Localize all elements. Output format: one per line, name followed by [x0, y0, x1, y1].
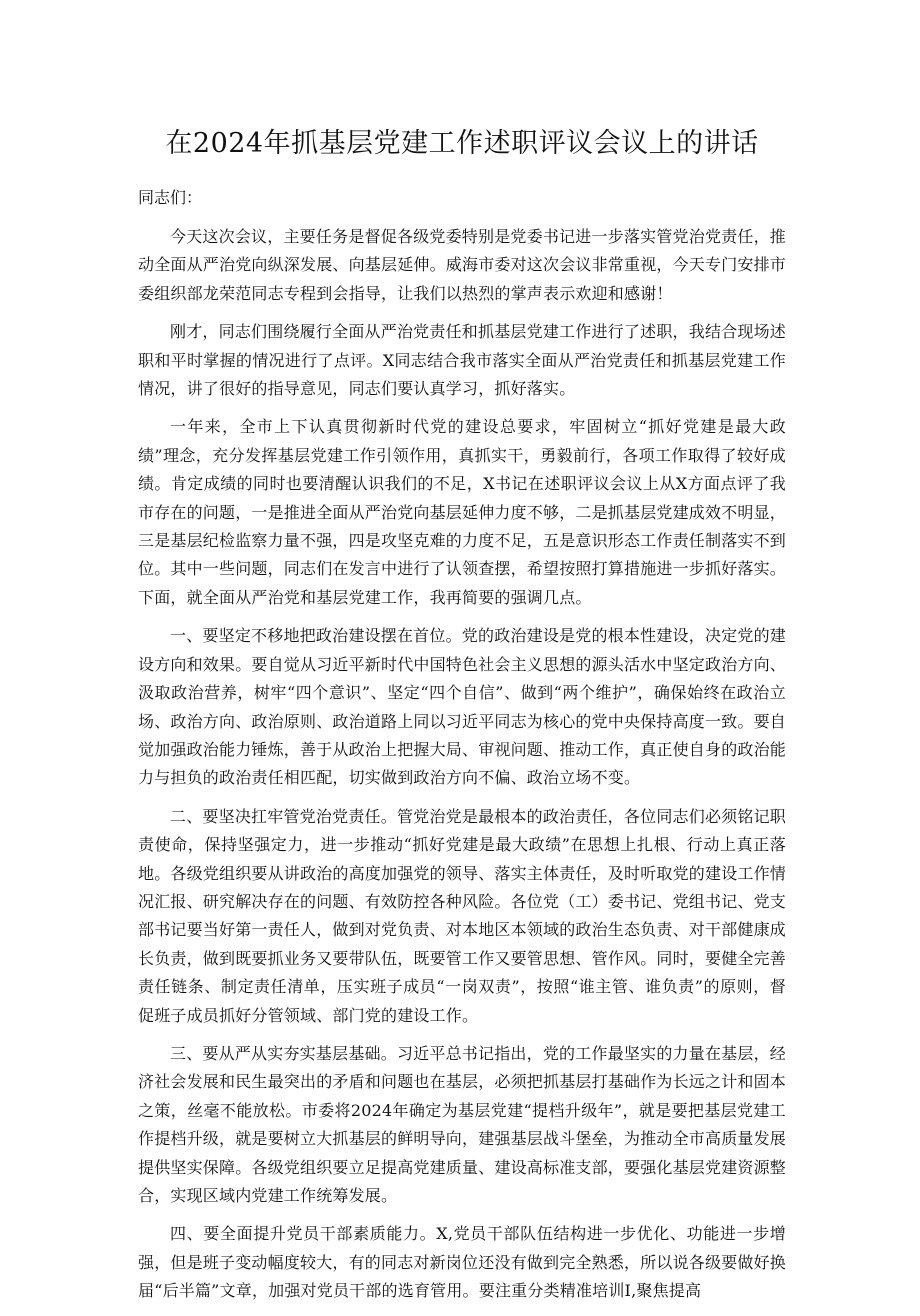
- paragraph-point-three: 三、要从严从实夯实基层基础。习近平总书记指出，党的工作最坚实的力量在基层，经济社会发展和民生最突出的矛盾和问题也在基层，必须把抓基层打基础作为长远之计和固本之策，丝毫不能放松。市委将2024年确定为基层党建“提档升级年”，就是要把基层党建工作提档升级，就是要树立大抓基层的鲜明导向，建强基层战斗堡垒，为推动全市高质量发展提供坚实保障。各级党组织要立足提高党建质量、建设高标准支部，要强化基层党建资源整合，实现区域内党建工作统筹发展。: [138, 1043, 787, 1205]
- paragraph-point-two: 二、要坚决扛牢管党治党责任。管党治党是最根本的政治责任，各位同志们必须铭记职责使命，保持坚强定力，进一步推动“抓好党建是最大政绩”在思想上扎根、行动上真正落地。各级党组织要从讲政治的高度加强党的领导、落实主体责任，及时听取党的建设工作情况汇报、研究解决存在的问题、有效防控各种风险。各位党（工）委书记、党组书记、党支部书记要当好第一责任人，做到对党负责、对本地区本领域的政治生态负责、对干部健康成长负责，做到既要抓业务又要带队伍，既要管工作又要管思想、管作风。同时，要健全完善责任链条、制定责任清单，压实班子成员“一岗双责”，按照“谁主管、谁负责”的原则，督促班子成员抓好分管领域、部门党的建设工作。: [138, 806, 787, 1025]
- paragraph-opening: 今天这次会议，主要任务是督促各级党委特别是党委书记进一步落实管党治党责任，推动全面从严治党向纵深发展、向基层延伸。威海市委对这次会议非常重视，今天专门安排市委组织部龙荣范同志专程到会指导，让我们以热烈的掌声表示欢迎和感谢！: [138, 227, 787, 303]
- paragraph-achievements: 一年来，全市上下认真贯彻新时代党的建设总要求，牢固树立“抓好党建是最大政绩”理念，充分发挥基层党建工作引领作用，真抓实干，勇毅前行，各项工作取得了较好成绩。肯定成绩的同时也要清醒认识我们的不足，X书记在述职评议会议上从X方面点评了我市存在的问题，一是推进全面从严治党向基层延伸力度不够，二是抓基层党建成效不明显，三是基层纪检监察力量不强，四是攻坚克难的力度不足，五是意识形态工作责任制落实不到位。其中一些问题，同志们在发言中进行了认领查摆，希望按照打算措施进一步抓好落实。下面，就全面从严治党和基层党建工作，我再简要的强调几点。: [138, 417, 787, 607]
- document-title: 在2024年抓基层党建工作述职评议会议上的讲话: [165, 128, 759, 159]
- paragraph-point-four: 四、要全面提升党员干部素质能力。X,党员干部队伍结构进一步优化、功能进一步增强，但是班子变动幅度较大，有的同志对新岗位还没有做到完全熟悉，所以说各级要做好换届“后半篇”文章，加强对党员干部的选育管用。要注重分类精准培训I,聚焦提高: [138, 1224, 787, 1301]
- paragraph-point-one: 一、要坚定不移地把政治建设摆在首位。党的政治建设是党的根本性建设，决定党的建设方向和效果。要自觉从习近平新时代中国特色社会主义思想的源头活水中坚定政治方向、汲取政治营养，树牢“四个意识”、坚定“四个自信”、做到“两个维护”，确保始终在政治立场、政治方向、政治原则、政治道路上同以习近平同志为核心的党中央保持高度一致。要自觉加强政治能力锤炼，善于从政治上把握大局、审视问题、推动工作，真正使自身的政治能力与担负的政治责任相匹配，切实做到政治方向不偏、政治立场不变。: [138, 626, 787, 788]
- paragraph-review: 刚才，同志们围绕履行全面从严治党责任和抓基层党建工作进行了述职，我结合现场述职和平时掌握的情况进行了点评。X同志结合我市落实全面从严治党责任和抓基层党建工作情况，讲了很好的指导意见，同志们要认真学习，抓好落实。: [138, 322, 786, 399]
- document-body: [138, 124, 786, 1316]
- salutation: 同志们：: [138, 188, 203, 207]
